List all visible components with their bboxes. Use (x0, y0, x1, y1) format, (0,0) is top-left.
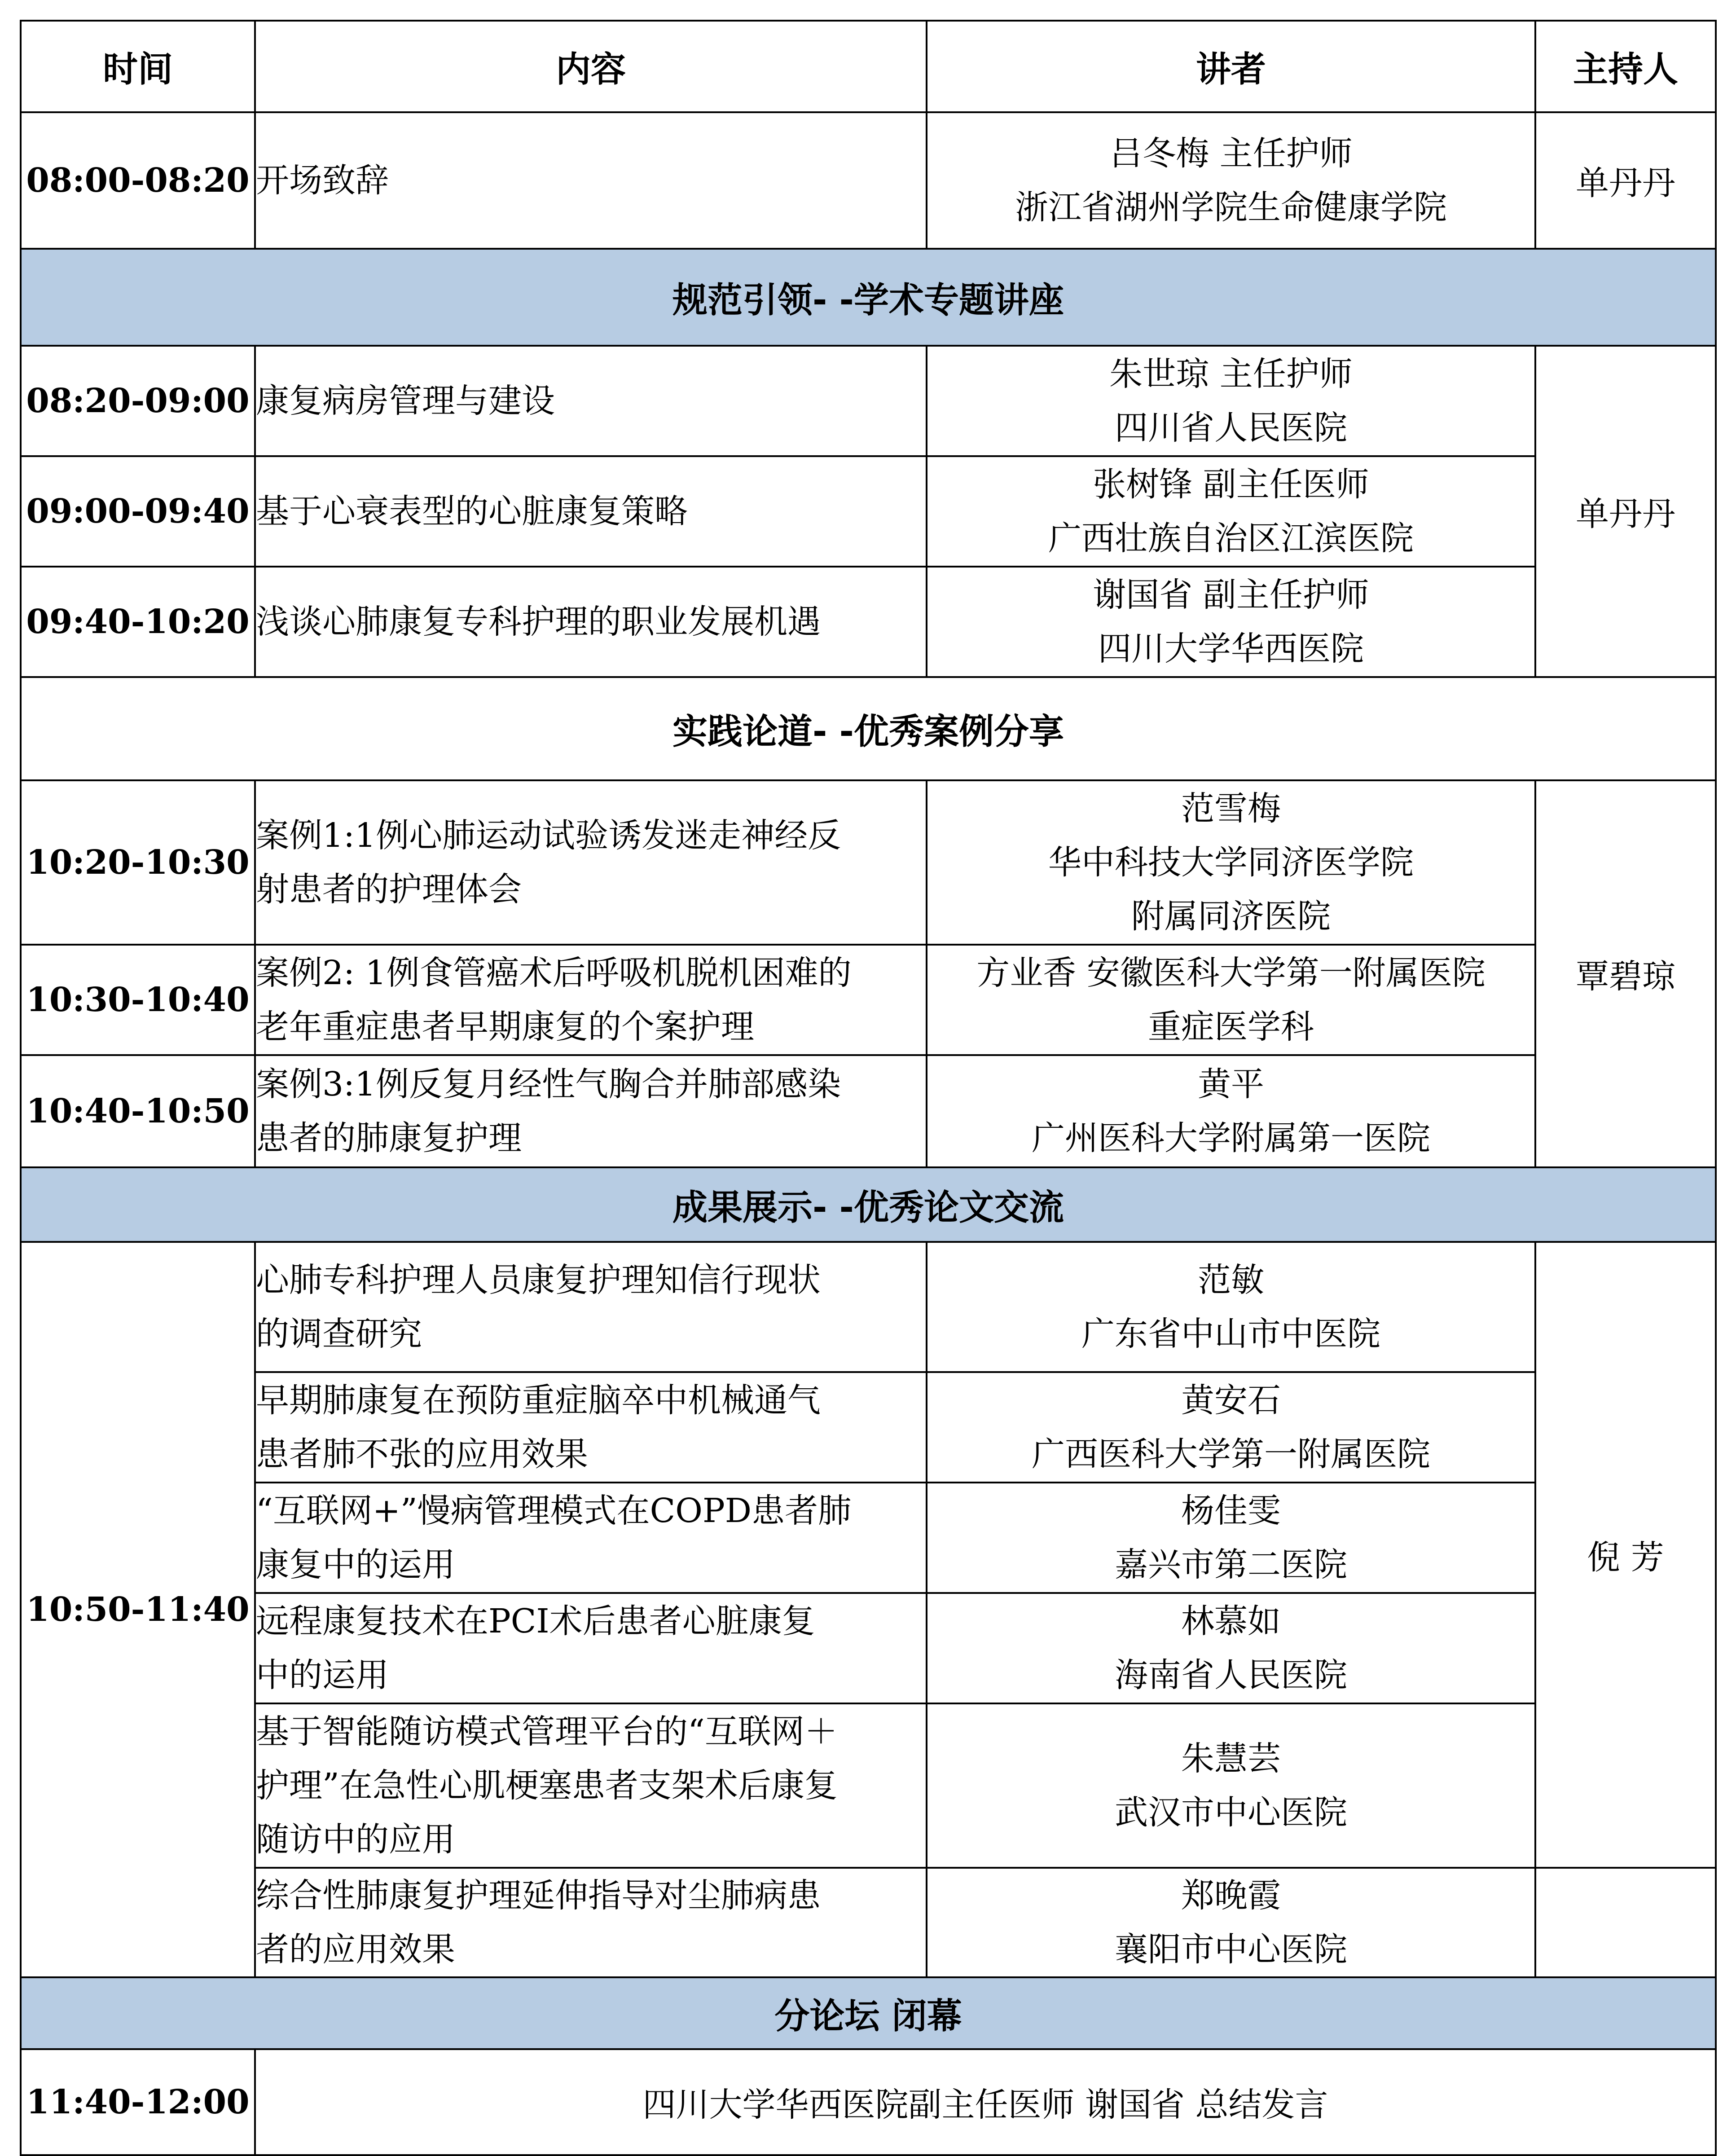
header-time: 时间 (21, 21, 255, 112)
schedule-table (20, 20, 1717, 2156)
content-line: 者的应用效果 (256, 1930, 455, 1969)
host-cell: 单丹丹 (1535, 346, 1716, 677)
speaker-affiliation: 武汉市中心医院 (1115, 1793, 1347, 1832)
speaker-affiliation: 四川省人民医院 (1115, 409, 1347, 447)
content-line: 案例2: 1例食管癌术后呼吸机脱机困难的 (256, 954, 852, 992)
content-line: 案例3:1例反复月经性气胸合并肺部感染 (256, 1065, 841, 1104)
table-row (21, 945, 1716, 1055)
speaker-cell (927, 1593, 1535, 1703)
content-cell (255, 1242, 927, 1372)
speaker-cell (927, 346, 1535, 456)
table-row (21, 1868, 1716, 1977)
section-title: 分论坛 闭幕 (21, 1977, 1716, 2049)
speaker-affiliation: 浙江省湖州学院生命健康学院 (1015, 188, 1447, 227)
speaker-cell (927, 456, 1535, 567)
speaker-cell (927, 945, 1535, 1055)
time-cell: 10:50-11:40 (21, 1242, 255, 1977)
content-line: 基于智能随访模式管理平台的“互联网＋ (256, 1712, 838, 1751)
speaker-affiliation: 华中科技大学同济医学院 (1048, 843, 1414, 882)
speaker-name: 朱世琼 主任护师 (1109, 355, 1353, 393)
speaker-name: 朱慧芸 (1181, 1739, 1281, 1778)
header-row (21, 21, 1716, 112)
speaker-affiliation: 广西医科大学第一附属医院 (1032, 1435, 1430, 1474)
speaker-affiliation: 附属同济医院 (1131, 897, 1331, 936)
time-cell: 11:40-12:00 (21, 2049, 255, 2155)
table-row (21, 1703, 1716, 1868)
speaker-name: 范敏 (1198, 1261, 1264, 1299)
content-cell: 康复病房管理与建设 (255, 346, 927, 456)
table-row (21, 1593, 1716, 1703)
content-cell: 基于心衰表型的心脏康复策略 (255, 456, 927, 567)
host-cell: 倪 芳 (1535, 1242, 1716, 1868)
content-line: 患者肺不张的应用效果 (256, 1435, 588, 1474)
content-line: 案例1:1例心肺运动试验诱发迷走神经反 (256, 816, 841, 855)
content-cell (255, 1055, 927, 1167)
content-cell: 开场致辞 (255, 112, 927, 249)
table-row (21, 1242, 1716, 1372)
table-row (21, 567, 1716, 677)
content-line: 中的运用 (256, 1656, 389, 1694)
content-line: 随访中的应用 (256, 1820, 455, 1859)
section-title: 规范引领- -学术专题讲座 (21, 249, 1716, 346)
speaker-name: 黄平 (1198, 1065, 1264, 1104)
speaker-name: 杨佳雯 (1181, 1492, 1281, 1530)
table-row (21, 1483, 1716, 1593)
speaker-name: 吕冬梅 主任护师 (1109, 134, 1353, 173)
closing-remarks: 四川大学华西医院副主任医师 谢国省 总结发言 (255, 2049, 1716, 2155)
content-cell (255, 1703, 927, 1868)
speaker-affiliation: 襄阳市中心医院 (1115, 1930, 1347, 1969)
content-cell (255, 1372, 927, 1483)
header-speaker: 讲者 (927, 21, 1535, 112)
section-row (21, 677, 1716, 780)
content-cell: 浅谈心肺康复专科护理的职业发展机遇 (255, 567, 927, 677)
content-line: “互联网+”慢病管理模式在COPD患者肺 (256, 1492, 852, 1530)
host-cell: 覃碧琼 (1535, 780, 1716, 1167)
content-line: 的调查研究 (256, 1315, 422, 1353)
host-cell-empty (1535, 1868, 1716, 1977)
speaker-name: 郑晚霞 (1181, 1876, 1281, 1915)
time-cell: 10:30-10:40 (21, 945, 255, 1055)
content-cell (255, 1593, 927, 1703)
speaker-name: 谢国省 副主任护师 (1093, 576, 1369, 614)
speaker-affiliation: 重症医学科 (1148, 1008, 1314, 1046)
closing-row (21, 2049, 1716, 2155)
section-row (21, 249, 1716, 346)
speaker-cell (927, 1703, 1535, 1868)
content-line: 综合性肺康复护理延伸指导对尘肺病患 (256, 1876, 821, 1915)
section-title: 成果展示- -优秀论文交流 (21, 1167, 1716, 1242)
speaker-cell (927, 567, 1535, 677)
time-cell: 08:00-08:20 (21, 112, 255, 249)
content-line: 康复中的运用 (256, 1545, 455, 1584)
speaker-name: 林慕如 (1181, 1602, 1281, 1641)
speaker-name: 张树锋 副主任医师 (1093, 465, 1369, 504)
content-line: 远程康复技术在PCI术后患者心脏康复 (256, 1602, 815, 1641)
opening-row (21, 112, 1716, 249)
speaker-affiliation: 广西壮族自治区江滨医院 (1048, 519, 1414, 558)
time-cell: 09:00-09:40 (21, 456, 255, 567)
table-row (21, 1055, 1716, 1167)
speaker-affiliation: 海南省人民医院 (1115, 1656, 1347, 1694)
table-row (21, 780, 1716, 945)
host-cell: 单丹丹 (1535, 112, 1716, 249)
section-row (21, 1167, 1716, 1242)
content-line: 心肺专科护理人员康复护理知信行现状 (256, 1261, 821, 1299)
section-row (21, 1977, 1716, 2049)
speaker-cell (927, 112, 1535, 249)
speaker-affiliation: 嘉兴市第二医院 (1115, 1545, 1347, 1584)
content-cell (255, 1483, 927, 1593)
speaker-affiliation: 广州医科大学附属第一医院 (1032, 1119, 1430, 1157)
time-cell: 08:20-09:00 (21, 346, 255, 456)
speaker-cell (927, 1483, 1535, 1593)
section-title: 实践论道- -优秀案例分享 (21, 677, 1716, 780)
table-row (21, 346, 1716, 456)
content-line: 老年重症患者早期康复的个案护理 (256, 1008, 754, 1046)
content-line: 患者的肺康复护理 (256, 1119, 522, 1157)
content-line: 早期肺康复在预防重症脑卒中机械通气 (256, 1381, 821, 1420)
content-line: 护理”在急性心肌梗塞患者支架术后康复 (256, 1766, 838, 1805)
speaker-cell (927, 1372, 1535, 1483)
time-cell: 10:20-10:30 (21, 780, 255, 945)
speaker-cell (927, 1242, 1535, 1372)
speaker-name: 方业香 安徽医科大学第一附属医院 (976, 954, 1485, 992)
header-content: 内容 (255, 21, 927, 112)
content-cell (255, 780, 927, 945)
speaker-cell (927, 1055, 1535, 1167)
time-cell: 09:40-10:20 (21, 567, 255, 677)
header-host: 主持人 (1535, 21, 1716, 112)
speaker-affiliation: 四川大学华西医院 (1098, 629, 1364, 668)
speaker-name: 范雪梅 (1181, 789, 1281, 828)
table-row (21, 1372, 1716, 1483)
speaker-cell (927, 780, 1535, 945)
speaker-cell (927, 1868, 1535, 1977)
content-cell (255, 1868, 927, 1977)
time-cell: 10:40-10:50 (21, 1055, 255, 1167)
speaker-affiliation: 广东省中山市中医院 (1081, 1315, 1380, 1353)
table-row (21, 456, 1716, 567)
content-cell (255, 945, 927, 1055)
content-line: 射患者的护理体会 (256, 870, 522, 909)
speaker-name: 黄安石 (1181, 1381, 1281, 1420)
